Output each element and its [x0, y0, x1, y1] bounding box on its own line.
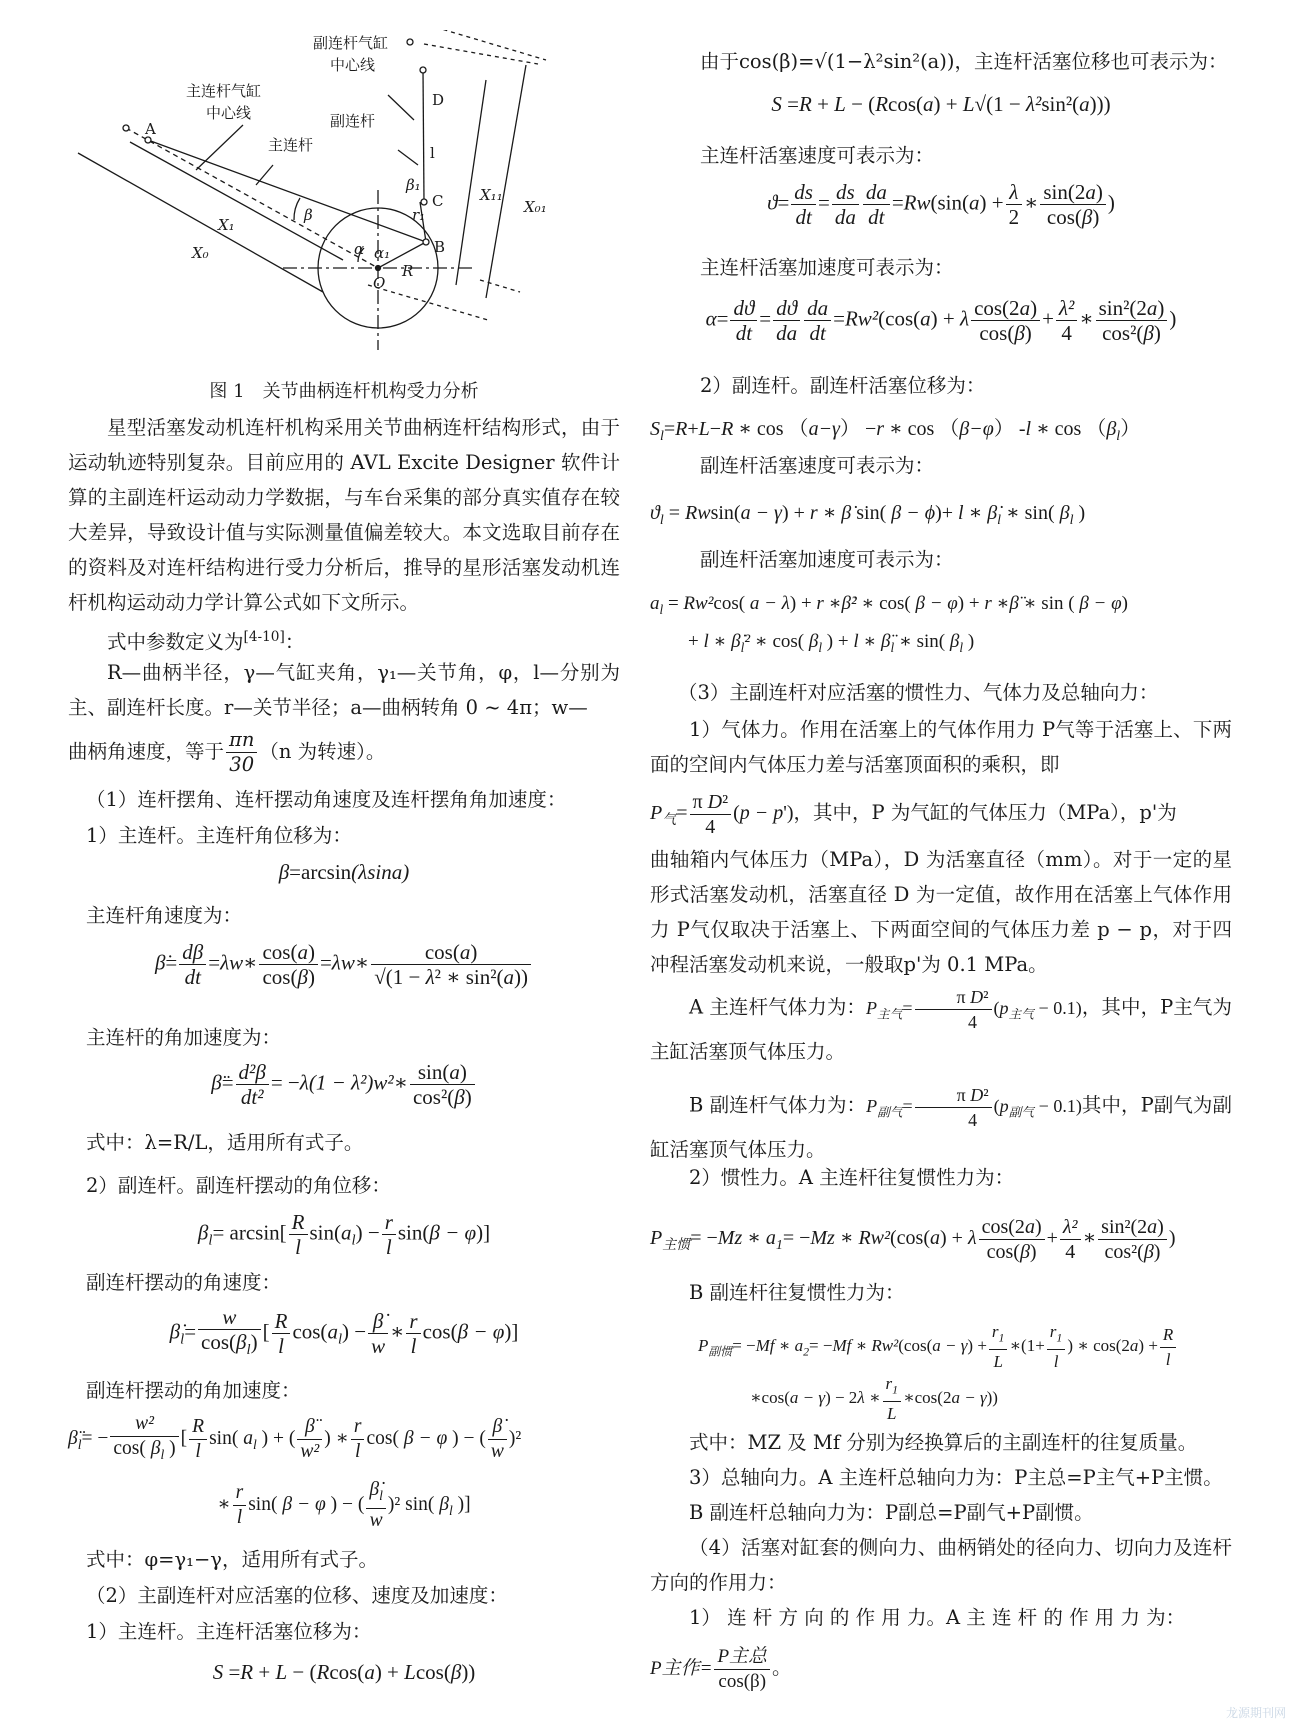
definitions-text: R—曲柄半径，γ—气缸夹角，γ₁—关节角，φ，l—分别为主、副连杆长度。r—关节半径；a—曲柄转角 0 ~ 4π；w—	[68, 661, 620, 719]
label-x0: X₀	[192, 244, 209, 262]
gas-force-main: A 主连杆气体力为：$P_{主气}=$ $\frac{\text{π D²}}{4}$ $(p_{主气} - 0.1)$，其中，P主气为主缸活塞顶气体压力。	[650, 987, 1233, 1063]
eq-aux-beta-dot: $\betȧ_l=$ $\frac{w}{\cos(\beta_l)}$ [ $\frac{R}{l}$ $\cos(a_l)$ − $\frac{\betȧ}{w}$ ∗ $\frac{r}{l}$ cos(β − φ)]	[169, 1305, 519, 1359]
eq-aux-beta-ddot-2: ∗ $\frac{r}{l}$ sin( β − φ ) − ( $\frac{\betȧ_l}{w}$ )² sin( $\beta_l$ )]	[217, 1479, 471, 1531]
main-angular-accel-label: 主连杆的角加速度为：	[86, 1026, 282, 1049]
rod-force-den: cos(β)	[718, 1671, 767, 1692]
definitions-intro	[68, 620, 620, 660]
eq-piston-velocity: ϑ= $\frac{ds}{dt}$ = $\frac{ds}{da}$ $\frac{da}{dt}$ =Rw(sin(a) + $\frac{\lambda}{2}$ ∗ $\frac{\sin(2a)}{\cos(\beta)}$ )	[767, 180, 1115, 229]
phi-note: 式中：φ=γ₁−γ，适用所有式子。	[86, 1548, 378, 1571]
axial-force-main: 3）总轴向力。A 主连杆总轴向力为：P主总=P主气+P主惯。	[689, 1466, 1223, 1489]
gas-force-aux: B 副连杆气体力为：$P_{副气}=$ $\frac{\text{π D²}}{4}$ $(p_{副气} - 0.1)$其中，P副气为副缸活塞顶气体压力。	[650, 1085, 1232, 1161]
eq-main-beta-dot: β̇= $\frac{d\beta}{dt}$ =λw∗ $\frac{\cos(a)}{\cos(\beta)}$ =λw∗ $\frac{\cos(a)}{\text{√(1 − λ² ∗ sin²(a))}}$	[68, 940, 620, 989]
aux-displacement-label: 2）副连杆。副连杆活塞位移为：	[700, 374, 986, 397]
definitions-text-2	[68, 728, 620, 777]
label-r1: r₁	[412, 206, 426, 224]
piston-accel-label: 主连杆活塞加速度可表示为：	[700, 256, 954, 279]
gas-force-formula-line: $P_气=$ $\frac{\text{π D²}}{4}$ (p − p')，其中，P 为气缸的气体压力（MPa），p'为	[650, 791, 1177, 838]
label-x1: X₁	[218, 216, 235, 234]
inertia-aux-label: B 副连杆往复惯性力为：	[689, 1281, 905, 1304]
gas-force-desc: ，其中，P 为气缸的气体压力（MPa），p'为	[793, 801, 1177, 825]
section-1-2-heading: 2）副连杆。副连杆摆动的角位移：	[86, 1174, 391, 1197]
section-1-heading: （1）连杆摆角、连杆摆动角速度及连杆摆角角加速度：	[86, 788, 567, 811]
axial-force-aux: B 副连杆总轴向力为：P副总=P副气+P副惯。	[689, 1501, 1094, 1524]
dimension-x11	[456, 80, 486, 285]
definitions-intro-text: 式中参数定义为	[107, 630, 244, 654]
gas-force-paragraph: 1）气体力。作用在活塞上的气体作用力 P气等于活塞上、下两面的空间内气体压力差与活塞顶面积的乘积，即	[650, 718, 1232, 776]
label-point-a: A	[145, 120, 156, 138]
section-1-1-heading: 1）主连杆。主连杆角位移为：	[86, 824, 352, 847]
eq-aux-displacement: $S_l=R+L-R$ ∗ cos （a−γ） −r ∗ cos （β−φ） -l ∗ $\cos (\beta_l)$	[650, 418, 1141, 444]
definitions-omega: 曲柄角速度，等于	[68, 740, 225, 763]
label-alpha1: α₁	[374, 244, 391, 262]
rod-force-lhs: P主作=	[650, 1657, 713, 1679]
definitions-ref: [4-10]	[243, 629, 285, 645]
section-3-heading: （3）主副连杆对应活塞的惯性力、气体力及总轴向力：	[678, 681, 1159, 704]
label-beta1: β₁	[406, 176, 421, 194]
main-angular-velocity-label: 主连杆角速度为：	[86, 904, 243, 927]
label-beta: β	[304, 206, 313, 224]
inertia-force-label: 2）惯性力。A 主连杆往复惯性力为：	[689, 1166, 1015, 1189]
gas-force-paragraph-2: 曲轴箱内气体压力（MPa），D 为活塞直径（mm）。对于一定的星形式活塞发动机，活塞直径 D 为一定值，故作用在活塞上气体作用力 P气仅取决于活塞上、下两面空间的气体压力差 p − p，对于四冲程活塞发动机来说，一般取p'为 0.1 MPa。	[650, 848, 1232, 976]
label-x11: X₁₁	[480, 186, 503, 204]
section-4-heading: （4）活塞对缸套的侧向力、曲柄销处的径向力、切向力及连杆方向的作用力：	[650, 1536, 1232, 1594]
label-x01: X₀₁	[524, 198, 547, 216]
aux-angular-velocity-label: 副连杆摆动的角速度：	[86, 1271, 282, 1294]
aux-velocity-label: 副连杆活塞速度可表示为：	[700, 454, 935, 477]
main-rod	[148, 140, 426, 242]
eq-aux-accel-2: + l ∗ $\betȧ_l^2$ ∗ cos( $\beta_l$ ) + l ∗ $\betä_l$ ∗ sin( $\beta_l$ )	[688, 631, 975, 655]
rod-force-formula	[650, 1645, 1232, 1694]
eq-main-beta-ddot: β̈= $\frac{\text{d²β}}{\text{dt²}}$ = −λ(1 − λ²)w²∗ $\frac{\sin(a)}{\text{cos²(β)}}$	[68, 1060, 620, 1109]
label-l: l	[430, 144, 435, 162]
mass-note: 式中：MZ 及 Mf 分别为经换算后的主副连杆的往复质量。	[689, 1431, 1198, 1454]
label-aux-rod: 副连杆	[330, 112, 376, 130]
definitions-colon: ：	[284, 630, 305, 654]
gas-force-main-label: A 主连杆气体力为：	[689, 995, 866, 1019]
label-point-b: B	[434, 238, 446, 256]
aux-rod	[423, 70, 424, 202]
eq-aux-beta: $\beta_l= \arcsin$[ $\frac{R}{l}$ $\sin(a_l)$ − $\frac{r}{l}$ sin(β − φ)]	[197, 1210, 491, 1259]
label-R: R	[402, 262, 414, 280]
intro-paragraph: 星型活塞发动机连杆机构采用关节曲柄连杆结构形式，由于运动轨迹特别复杂。目前应用的 AVL Excite Designer 软件计算的主副连杆运动动力学数据，与车台采集的部分真实值存在较大差异，导致设计值与实际测量值偏差较大。本文选取目前存在的资料及对连杆结构进行受力分析后，推导的星形活塞发动机连杆机构运动动力学计算公式如下文所示。	[68, 416, 620, 614]
eq-inertia-aux: $P_{副惯}= -Mf$ ∗ $a_2= -Mf$ ∗ Rw²(cos(a − γ) + $\frac{r_1}{L}$ ∗(1+ $\frac{r_1}{l}$ ) ∗ cos(2a) + $\frac{R}{l}$	[650, 1320, 1232, 1374]
label-O: O	[373, 274, 386, 292]
label-aux-cylinder-1: 副连杆气缸	[313, 34, 389, 52]
definitions-frac-num: πn	[226, 728, 257, 753]
label-main-cylinder-1: 主连杆气缸	[186, 82, 262, 100]
eq-main-displacement-alt: S =R + L − (Rcos(a) + L√(1 − λ²sin²(a)))	[771, 92, 1111, 116]
eq-main-displacement: S =R + L − (Rcos(a) + Lcos(β))	[212, 1660, 476, 1684]
eq-main-beta: β=arcsin(λsina)	[278, 860, 410, 884]
cos-beta-note: 由于cos(β)=√(1−λ²sin²(a))，主连杆活塞位移也可表示为：	[700, 50, 1228, 73]
figure-caption: 图 1 关节曲柄连杆机构受力分析	[209, 381, 479, 402]
label-aux-cylinder-2: 中心线	[330, 56, 376, 74]
definitions-omega-post: （n 为转速）。	[259, 740, 386, 763]
eq-inertia-main: $P_{主惯}= -Mz$ ∗ $a_1= -Mz$ ∗ Rw²(cos(a) + λ $\frac{\cos(2a)}{\cos(\beta)}$ + $\frac{\text{λ²}}{4}$ ∗ $\frac{\text{sin²(2a)}}{\text{cos²(β)}}$ )	[650, 1216, 1176, 1263]
main-cylinder-centerline	[126, 128, 378, 268]
eq-aux-beta-ddot: $\betä_l=$ − $\frac{\text{w²}}{\cos( \beta_l )}$ [ $\frac{R}{l}$ sin( $a_l$ ) + ( $\frac{\betä}{\text{w²}}$ ) ∗ $\frac{r}{l}$ cos( β − φ ) − ( $\frac{\betȧ}{w}$ )²	[68, 1413, 522, 1462]
eq-inertia-aux-2: ∗cos(a − γ) − 2λ ∗ $\frac{r_1}{L}$ ∗cos(2a − γ))	[750, 1374, 998, 1424]
piston-velocity-label: 主连杆活塞速度可表示为：	[700, 144, 935, 167]
eq-piston-accel: α= $\frac{dϑ}{dt}$ = $\frac{dϑ}{da}$ $\frac{da}{dt}$ =Rw²(cos(a) + λ $\frac{\cos(2a)}{\cos(\beta)}$ + $\frac{\text{λ²}}{4}$ ∗ $\frac{\text{sin²(2a)}}{\text{cos²(β)}}$ )	[705, 296, 1177, 345]
label-alpha: α	[354, 240, 365, 258]
eq-aux-accel: $a_l = Rw^2\cos$( a − λ) + r ∗β̇² ∗ cos( β − φ) + r ∗β̈ ∗ sin ( β − φ)	[650, 593, 1128, 617]
aux-angular-accel-label: 副连杆摆动的角加速度：	[86, 1379, 301, 1402]
gas-force-aux-desc: 其中，P副气为副缸活塞顶气体压力。	[650, 1093, 1232, 1161]
label-main-rod: 主连杆	[268, 136, 314, 154]
label-point-c: C	[432, 192, 444, 210]
eq-aux-velocity: $ϑ_l = Rwsin(a - \gamma) + r$ ∗ β̇ sin( β − ϕ)+ l ∗ $\betȧ_l$ ∗ sin( $\beta_l$ )	[650, 502, 1086, 528]
dimension-x01	[486, 65, 526, 298]
section-2-heading: （2）主副连杆对应活塞的位移、速度及加速度：	[86, 1584, 508, 1607]
label-point-d: D	[432, 91, 445, 109]
label-main-cylinder-2: 中心线	[206, 104, 252, 122]
lambda-note: 式中：λ=R/L，适用所有式子。	[86, 1131, 364, 1154]
rod-force-end: 。	[772, 1655, 792, 1679]
section-2-1-heading: 1）主连杆。主连杆活塞位移为：	[86, 1620, 372, 1643]
gas-force-aux-label: B 副连杆气体力为：	[689, 1093, 867, 1117]
definitions-frac-den: 30	[229, 753, 255, 776]
gas-force-main-desc: ，其中，P主气为主缸活塞顶气体压力。	[650, 995, 1233, 1063]
aux-accel-label: 副连杆活塞加速度可表示为：	[700, 548, 954, 571]
watermark: 龙源期刊网	[1225, 1706, 1286, 1720]
rod-force-num: P主总	[714, 1645, 770, 1670]
rod-force-label: 1） 连 杆 方 向 的 作 用 力。A 主 连 杆 的 作 用 力 为：	[689, 1606, 1186, 1629]
dimension-x0	[78, 153, 323, 292]
linkage-figure	[68, 30, 620, 360]
